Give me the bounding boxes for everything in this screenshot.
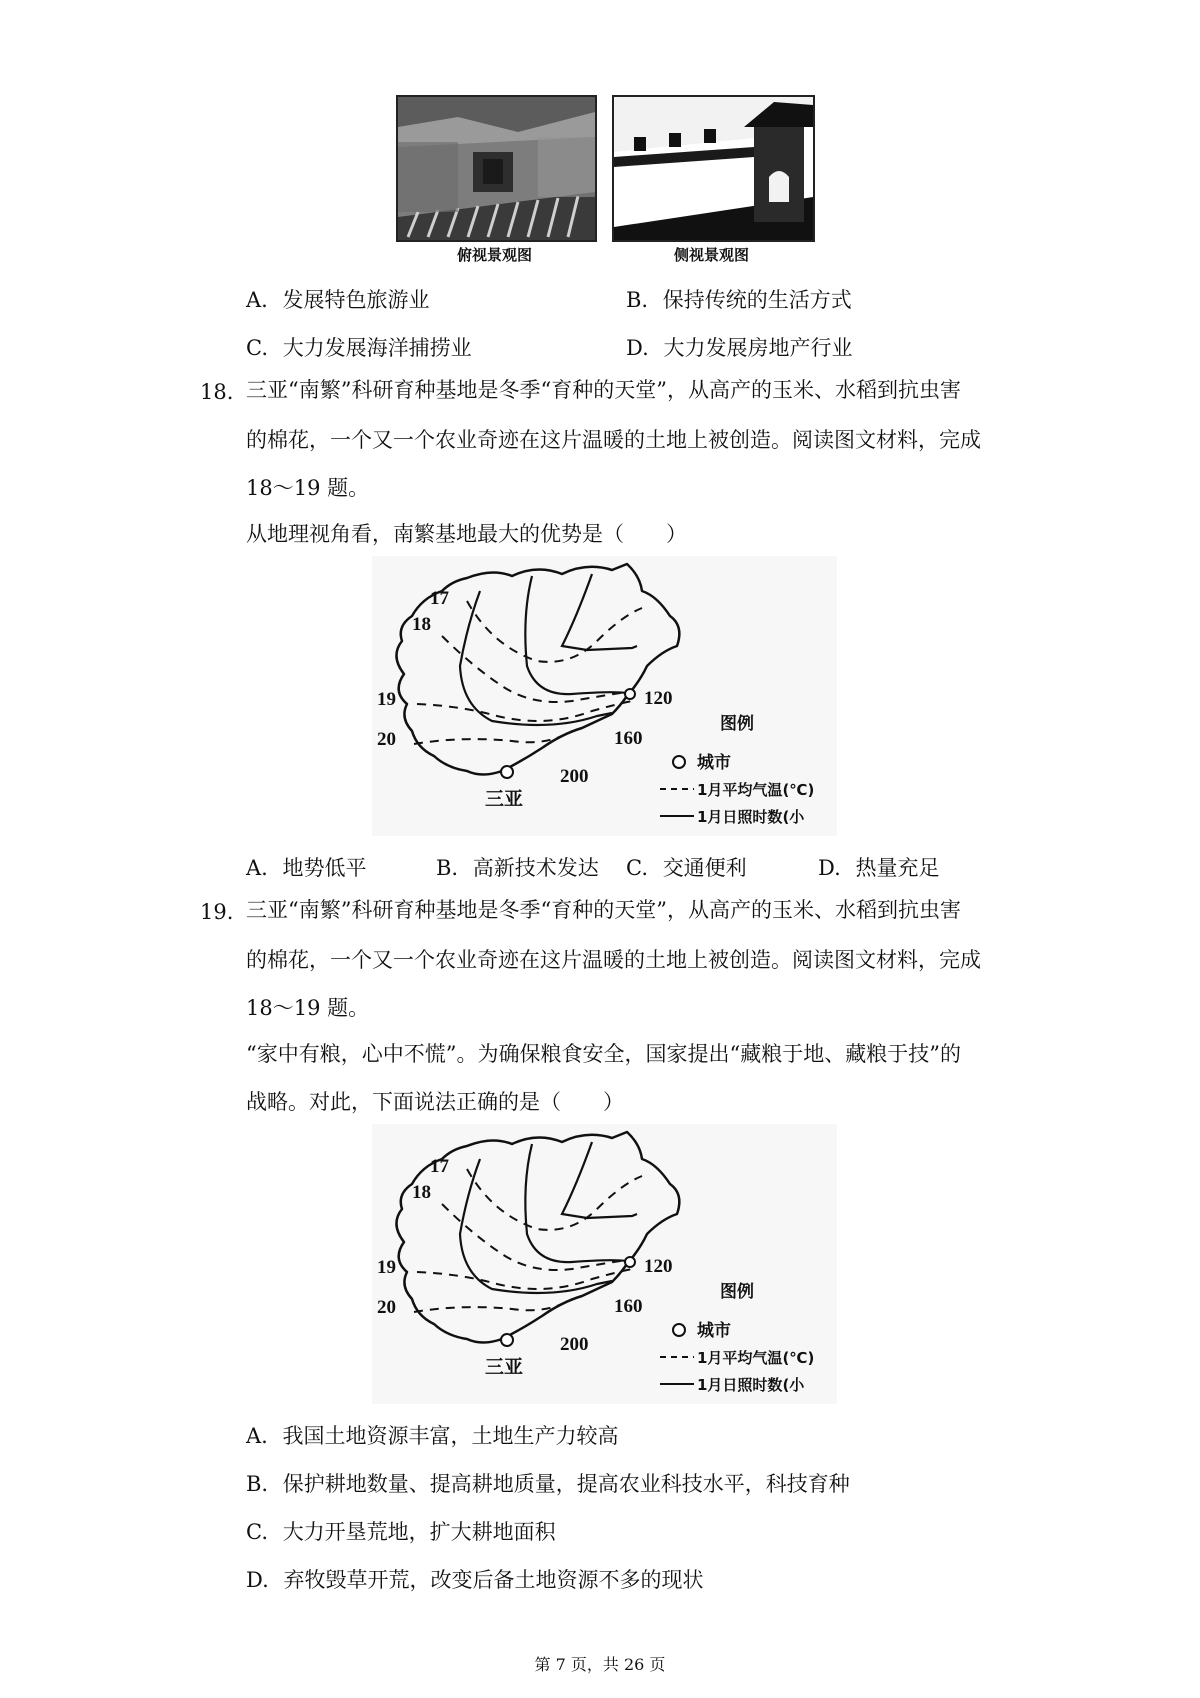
sanya-city-marker [501, 766, 513, 778]
option-text: 保护耕地数量、提高耕地质量，提高农业科技水平，科技育种 [282, 1472, 850, 1496]
q18-stem-line-2: 的棉花，一个又一个农业奇迹在这片温暖的土地上被创造。阅读图文材料，完成 [246, 428, 981, 452]
temp-label-20: 20 [377, 1297, 396, 1318]
option-text: 大力开垦荒地，扩大耕地面积 [282, 1520, 556, 1544]
legend-title: 图例 [720, 1282, 754, 1302]
q19-question-line-1: “家中有粮，心中不慌”。为确保粮食安全，国家提出“藏粮于地、藏粮于技”的 [246, 1042, 961, 1066]
option-letter: A. [246, 1424, 268, 1448]
page-footer: 第 7 页，共 26 页 [534, 1655, 666, 1674]
city-label-sanya: 三亚 [485, 1356, 524, 1378]
option-letter: C. [626, 856, 648, 880]
legend-temp: 1月平均气温(℃) [697, 781, 815, 799]
caption-side-view: 侧视景观图 [673, 246, 749, 264]
sun-label-120: 120 [644, 1256, 673, 1277]
option-text: 发展特色旅游业 [282, 288, 430, 312]
temp-label-17: 17 [430, 588, 449, 609]
temp-label-19: 19 [377, 689, 396, 710]
option-letter: D. [626, 336, 649, 360]
q19-number: 19. [200, 900, 234, 924]
temp-label-17: 17 [430, 1156, 449, 1177]
legend-temp: 1月平均气温(℃) [697, 1349, 815, 1367]
sun-label-160: 160 [614, 728, 643, 749]
q19-stem-line-3: 18～19 题。 [246, 996, 370, 1020]
legend-sun: 1月日照时数(小 [697, 1376, 805, 1394]
q18-option-d [818, 852, 939, 882]
option-text: 大力发展房地产行业 [663, 336, 853, 360]
hainan-map-svg [372, 556, 837, 836]
sun-label-160: 160 [614, 1296, 643, 1317]
temp-label-19: 19 [377, 1257, 396, 1278]
q19-question-line-2: 战略。对此，下面说法正确的是（ ） [246, 1090, 624, 1114]
q19-option-d [246, 1564, 703, 1594]
q18-stem-line-1: 三亚“南繁”科研育种基地是冬季“育种的天堂”，从高产的玉米、水稻到抗虫害 [246, 378, 961, 402]
caption-top-view: 俯视景观图 [456, 246, 532, 264]
option-text: 交通便利 [662, 856, 747, 880]
q18-option-c [626, 852, 747, 882]
q19-option-c [246, 1516, 556, 1546]
legend-title: 图例 [720, 714, 754, 734]
sanya-city-marker [501, 1334, 513, 1346]
sun-label-200: 200 [560, 1334, 589, 1355]
q19-option-a [246, 1420, 619, 1450]
hainan-map-svg [372, 1124, 837, 1404]
city-label-sanya: 三亚 [485, 788, 524, 810]
option-text: 弃牧毁草开荒，改变后备土地资源不多的现状 [283, 1568, 704, 1592]
sun-label-200: 200 [560, 766, 589, 787]
option-letter: A. [246, 288, 268, 312]
q19-stem-line-2: 的棉花，一个又一个农业奇迹在这片温暖的土地上被创造。阅读图文材料，完成 [246, 948, 981, 972]
hainan-map-1 [372, 556, 837, 836]
option-text: 我国土地资源丰富，土地生产力较高 [282, 1424, 619, 1448]
option-letter: B. [246, 1472, 269, 1496]
option-letter: C. [246, 336, 268, 360]
photo-top-view [396, 95, 597, 242]
q19-stem-line-1: 三亚“南繁”科研育种基地是冬季“育种的天堂”，从高产的玉米、水稻到抗虫害 [246, 898, 961, 922]
legend-city: 城市 [697, 1321, 731, 1341]
q19-option-b [246, 1468, 850, 1498]
q17-option-d [626, 332, 852, 362]
q17-option-b [626, 284, 852, 314]
option-letter: B. [626, 288, 649, 312]
legend-sun: 1月日照时数(小 [697, 808, 805, 826]
photo-side-view [612, 95, 815, 242]
q18-number: 18. [200, 380, 234, 404]
option-text: 高新技术发达 [472, 856, 599, 880]
hainan-map-2 [372, 1124, 837, 1404]
q18-option-a [246, 852, 367, 882]
option-letter: A. [246, 856, 268, 880]
q18-question: 从地理视角看，南繁基地最大的优势是（ ） [246, 522, 687, 546]
q18-stem-line-3: 18～19 题。 [246, 476, 370, 500]
side-view-photo-image [614, 97, 813, 240]
q18-option-b [436, 852, 599, 882]
option-letter: D. [246, 1568, 269, 1592]
temp-label-18: 18 [412, 1182, 431, 1203]
legend-city: 城市 [697, 753, 731, 773]
option-letter: D. [818, 856, 841, 880]
option-letter: B. [436, 856, 459, 880]
option-text: 热量充足 [855, 856, 940, 880]
option-letter: C. [246, 1520, 268, 1544]
sun-label-120: 120 [644, 688, 673, 709]
option-text: 保持传统的生活方式 [662, 288, 852, 312]
q17-option-a [246, 284, 430, 314]
q17-option-c [246, 332, 472, 362]
option-text: 地势低平 [282, 856, 367, 880]
top-view-photo-image [398, 97, 595, 240]
temp-label-18: 18 [412, 614, 431, 635]
option-text: 大力发展海洋捕捞业 [282, 336, 472, 360]
temp-label-20: 20 [377, 729, 396, 750]
